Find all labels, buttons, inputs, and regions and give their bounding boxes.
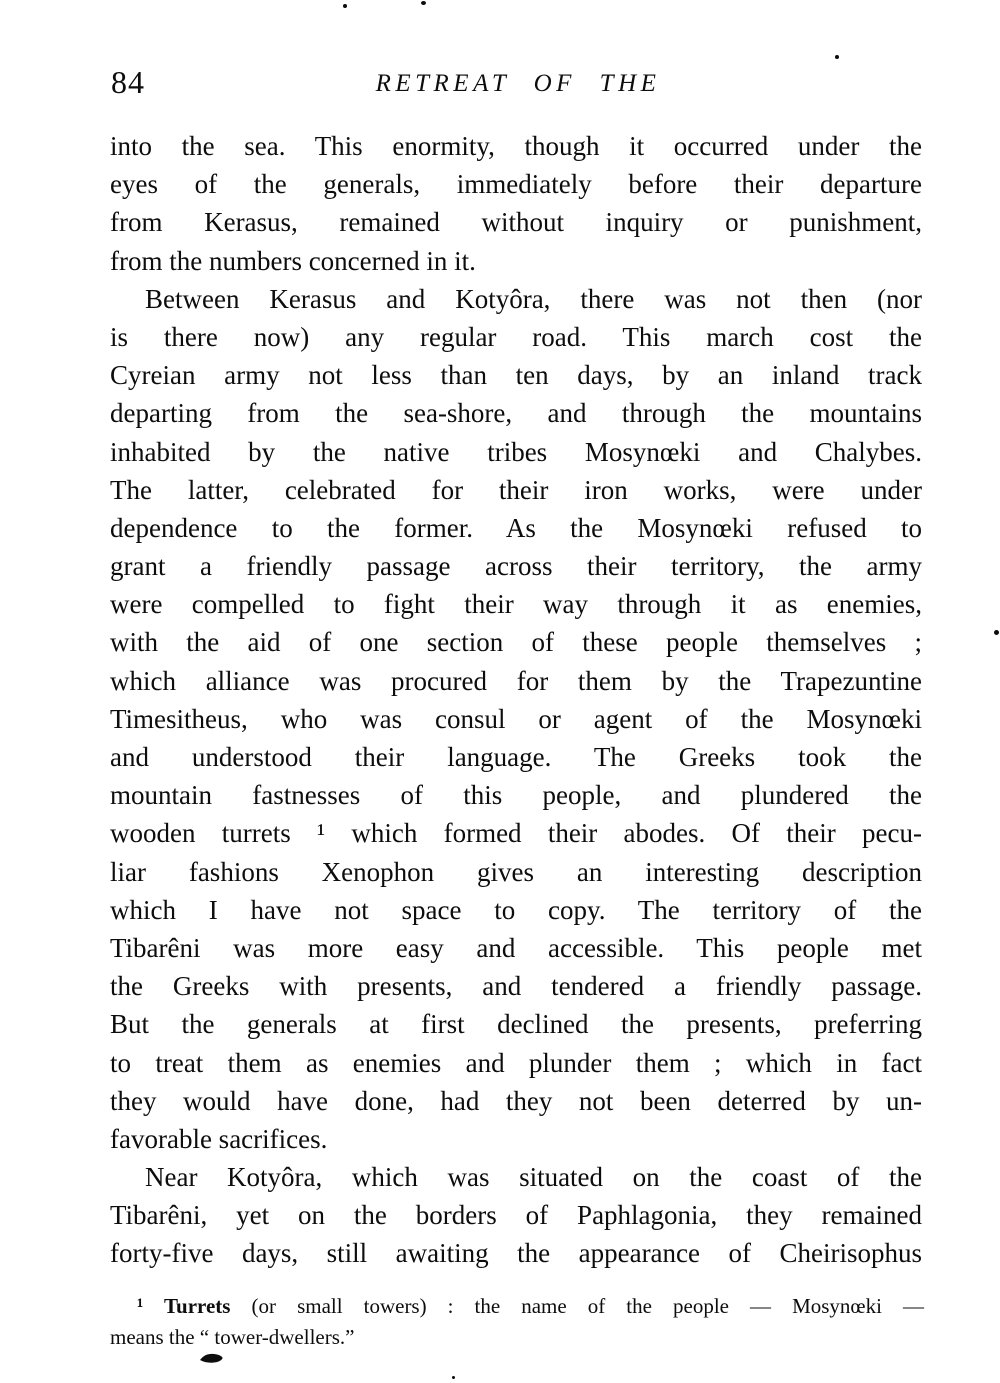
scan-speck (835, 55, 839, 59)
text-line: mountain fastnesses of this people, and plundered the (110, 780, 922, 811)
text-line: forty-five days, still awaiting the appearance of Cheirisophus (110, 1238, 922, 1269)
text-line: liar fashions Xenophon gives an interesting description (110, 856, 922, 887)
text-line: Timesitheus, who was consul or agent of the Mosynœki (110, 703, 922, 734)
footnote-line (110, 1291, 924, 1322)
text-line: departing from the sea-shore, and through the mountains (110, 398, 922, 429)
text-line: into the sea. This enormity, though it occurred under the (110, 131, 922, 161)
page-body-text (110, 127, 922, 1273)
page-number: 84 (111, 64, 145, 100)
text-line: Cyreian army not less than ten days, by an inland track (110, 360, 922, 391)
text-line: were compelled to fight their way through it as enemies, (110, 589, 922, 620)
text-line: to treat them as enemies and plunder them ; which in fact (110, 1047, 922, 1078)
text-line: the Greeks with presents, and tendered a friendly passage. (110, 971, 922, 1002)
footnote (110, 1291, 924, 1353)
text-line: Near Kotyôra, which was situated on the coast of the (145, 1162, 922, 1193)
text-line: is there now) any regular road. This march cost the (110, 321, 922, 352)
footnote-term: ¹ Turrets (137, 1294, 231, 1318)
text-line: Tibarêni was more easy and accessible. This people met (110, 932, 922, 963)
text-line: eyes of the generals, immediately before their departure (110, 169, 922, 200)
text-line: The latter, celebrated for their iron works, were under (110, 474, 922, 505)
text-line: favorable sacrifices. (110, 1123, 328, 1154)
text-line: inhabited by the native tribes Mosynœki and Chalybes. (110, 436, 922, 467)
scan-speck (452, 1376, 455, 1379)
scan-speck (994, 630, 999, 635)
text-line: from Kerasus, remained without inquiry or punishment, (110, 207, 922, 238)
scan-speck (343, 4, 347, 8)
text-line: and understood their language. The Greeks took the (110, 742, 922, 772)
scan-speck (421, 1, 426, 5)
text-line: Between Kerasus and Kotyôra, there was not then (nor (145, 283, 922, 314)
footnote-text: (or small towers) : the name of the people — Mosynœki — (230, 1294, 924, 1318)
text-line: with the aid of one section of these people themselves ; (110, 627, 922, 658)
text-line: from the numbers concerned in it. (110, 245, 476, 276)
text-line: But the generals at first declined the presents, preferring (110, 1009, 922, 1040)
text-line: which alliance was procured for them by the Trapezuntine (110, 665, 922, 696)
text-line: Tibarêni, yet on the borders of Paphlagonia, they remained (110, 1200, 922, 1231)
text-line: dependence to the former. As the Mosynœki refused to (110, 512, 922, 543)
text-line: wooden turrets ¹ which formed their abodes. Of their pecu- (110, 818, 922, 849)
text-line: grant a friendly passage across their territory, the army (110, 551, 922, 582)
running-title: RETREAT OF THE (375, 70, 661, 97)
footnote-line: means the “ tower-dwellers.” (110, 1325, 355, 1349)
text-line: which I have not space to copy. The territory of the (110, 894, 922, 925)
text-line: they would have done, had they not been deterred by un- (110, 1085, 922, 1116)
ink-blob-artifact (199, 1352, 225, 1366)
